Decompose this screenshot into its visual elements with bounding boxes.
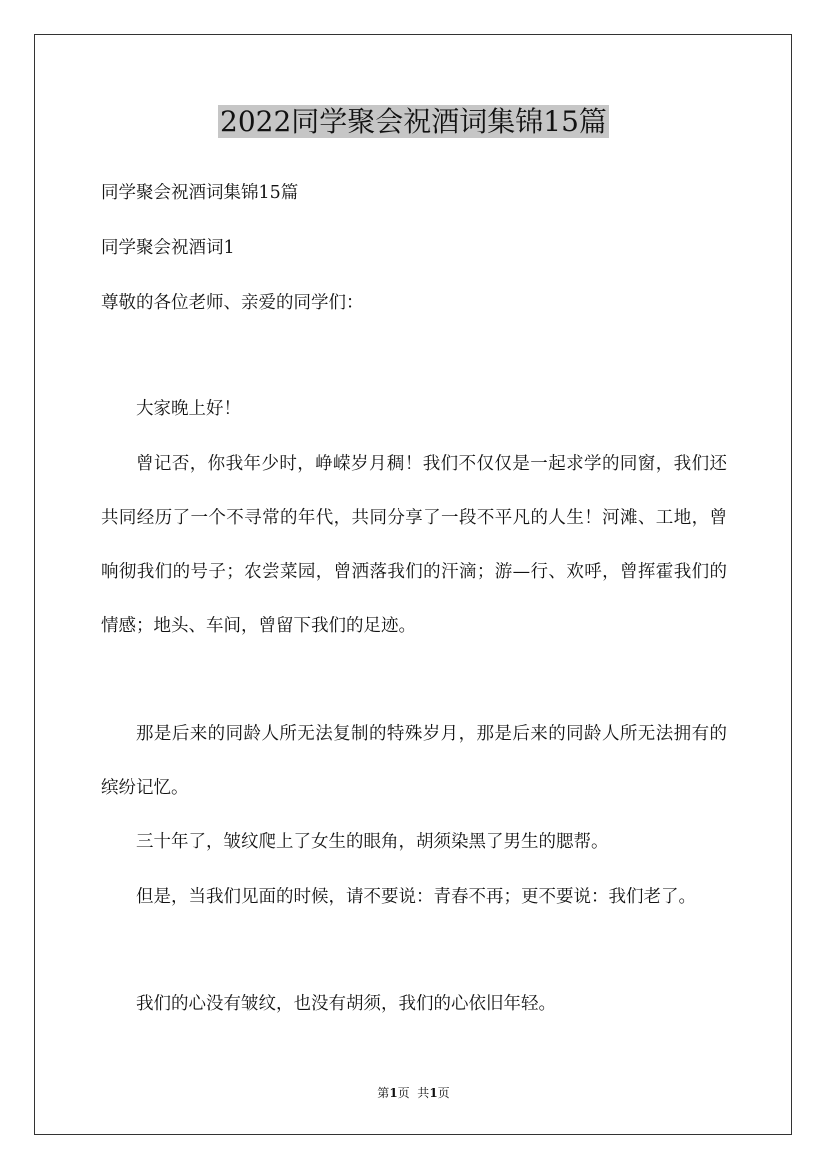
document-title-text: 2022同学聚会祝酒词集锦15篇 [220,105,607,138]
paragraph-not-old: 但是，当我们见面的时候，请不要说：青春不再；更不要说：我们老了。 [136,887,696,907]
footer-page-number: 1 [389,1086,398,1100]
footer-page-prefix: 第 [377,1086,390,1100]
footer-page-mid: 页 共 [397,1086,430,1100]
document-subtitle: 同学聚会祝酒词集锦15篇 [101,183,299,203]
paragraph-thirty-years: 三十年了，皱纹爬上了女生的眼角，胡须染黑了男生的腮帮。 [136,832,609,852]
paragraph-young-heart: 我们的心没有皱纹，也没有胡须，我们的心依旧年轻。 [136,994,556,1014]
footer-page-total: 1 [429,1086,438,1100]
document-title [0,102,827,142]
salutation: 尊敬的各位老师、亲爱的同学们： [101,293,364,313]
paragraph-greeting: 大家晚上好！ [136,399,241,419]
paragraph-memories: 曾记否，你我年少时，峥嵘岁月稠！我们不仅仅是一起求学的同窗，我们还共同经历了一个不寻常的年代，共同分享了一段不平凡的人生！河滩、工地，曾响彻我们的号子；农尝菜园，曾洒落我们的汗滴；游—行、欢呼，曾挥霍我们的情感；地头、车间，曾留下我们的足迹。 [101,454,727,636]
footer-page-suffix: 页 [437,1086,450,1100]
page-footer [0,1085,827,1101]
paragraph-special-years: 那是后来的同龄人所无法复制的特殊岁月，那是后来的同龄人所无法拥有的缤纷记忆。 [101,724,727,798]
section-heading: 同学聚会祝酒词1 [101,238,235,258]
